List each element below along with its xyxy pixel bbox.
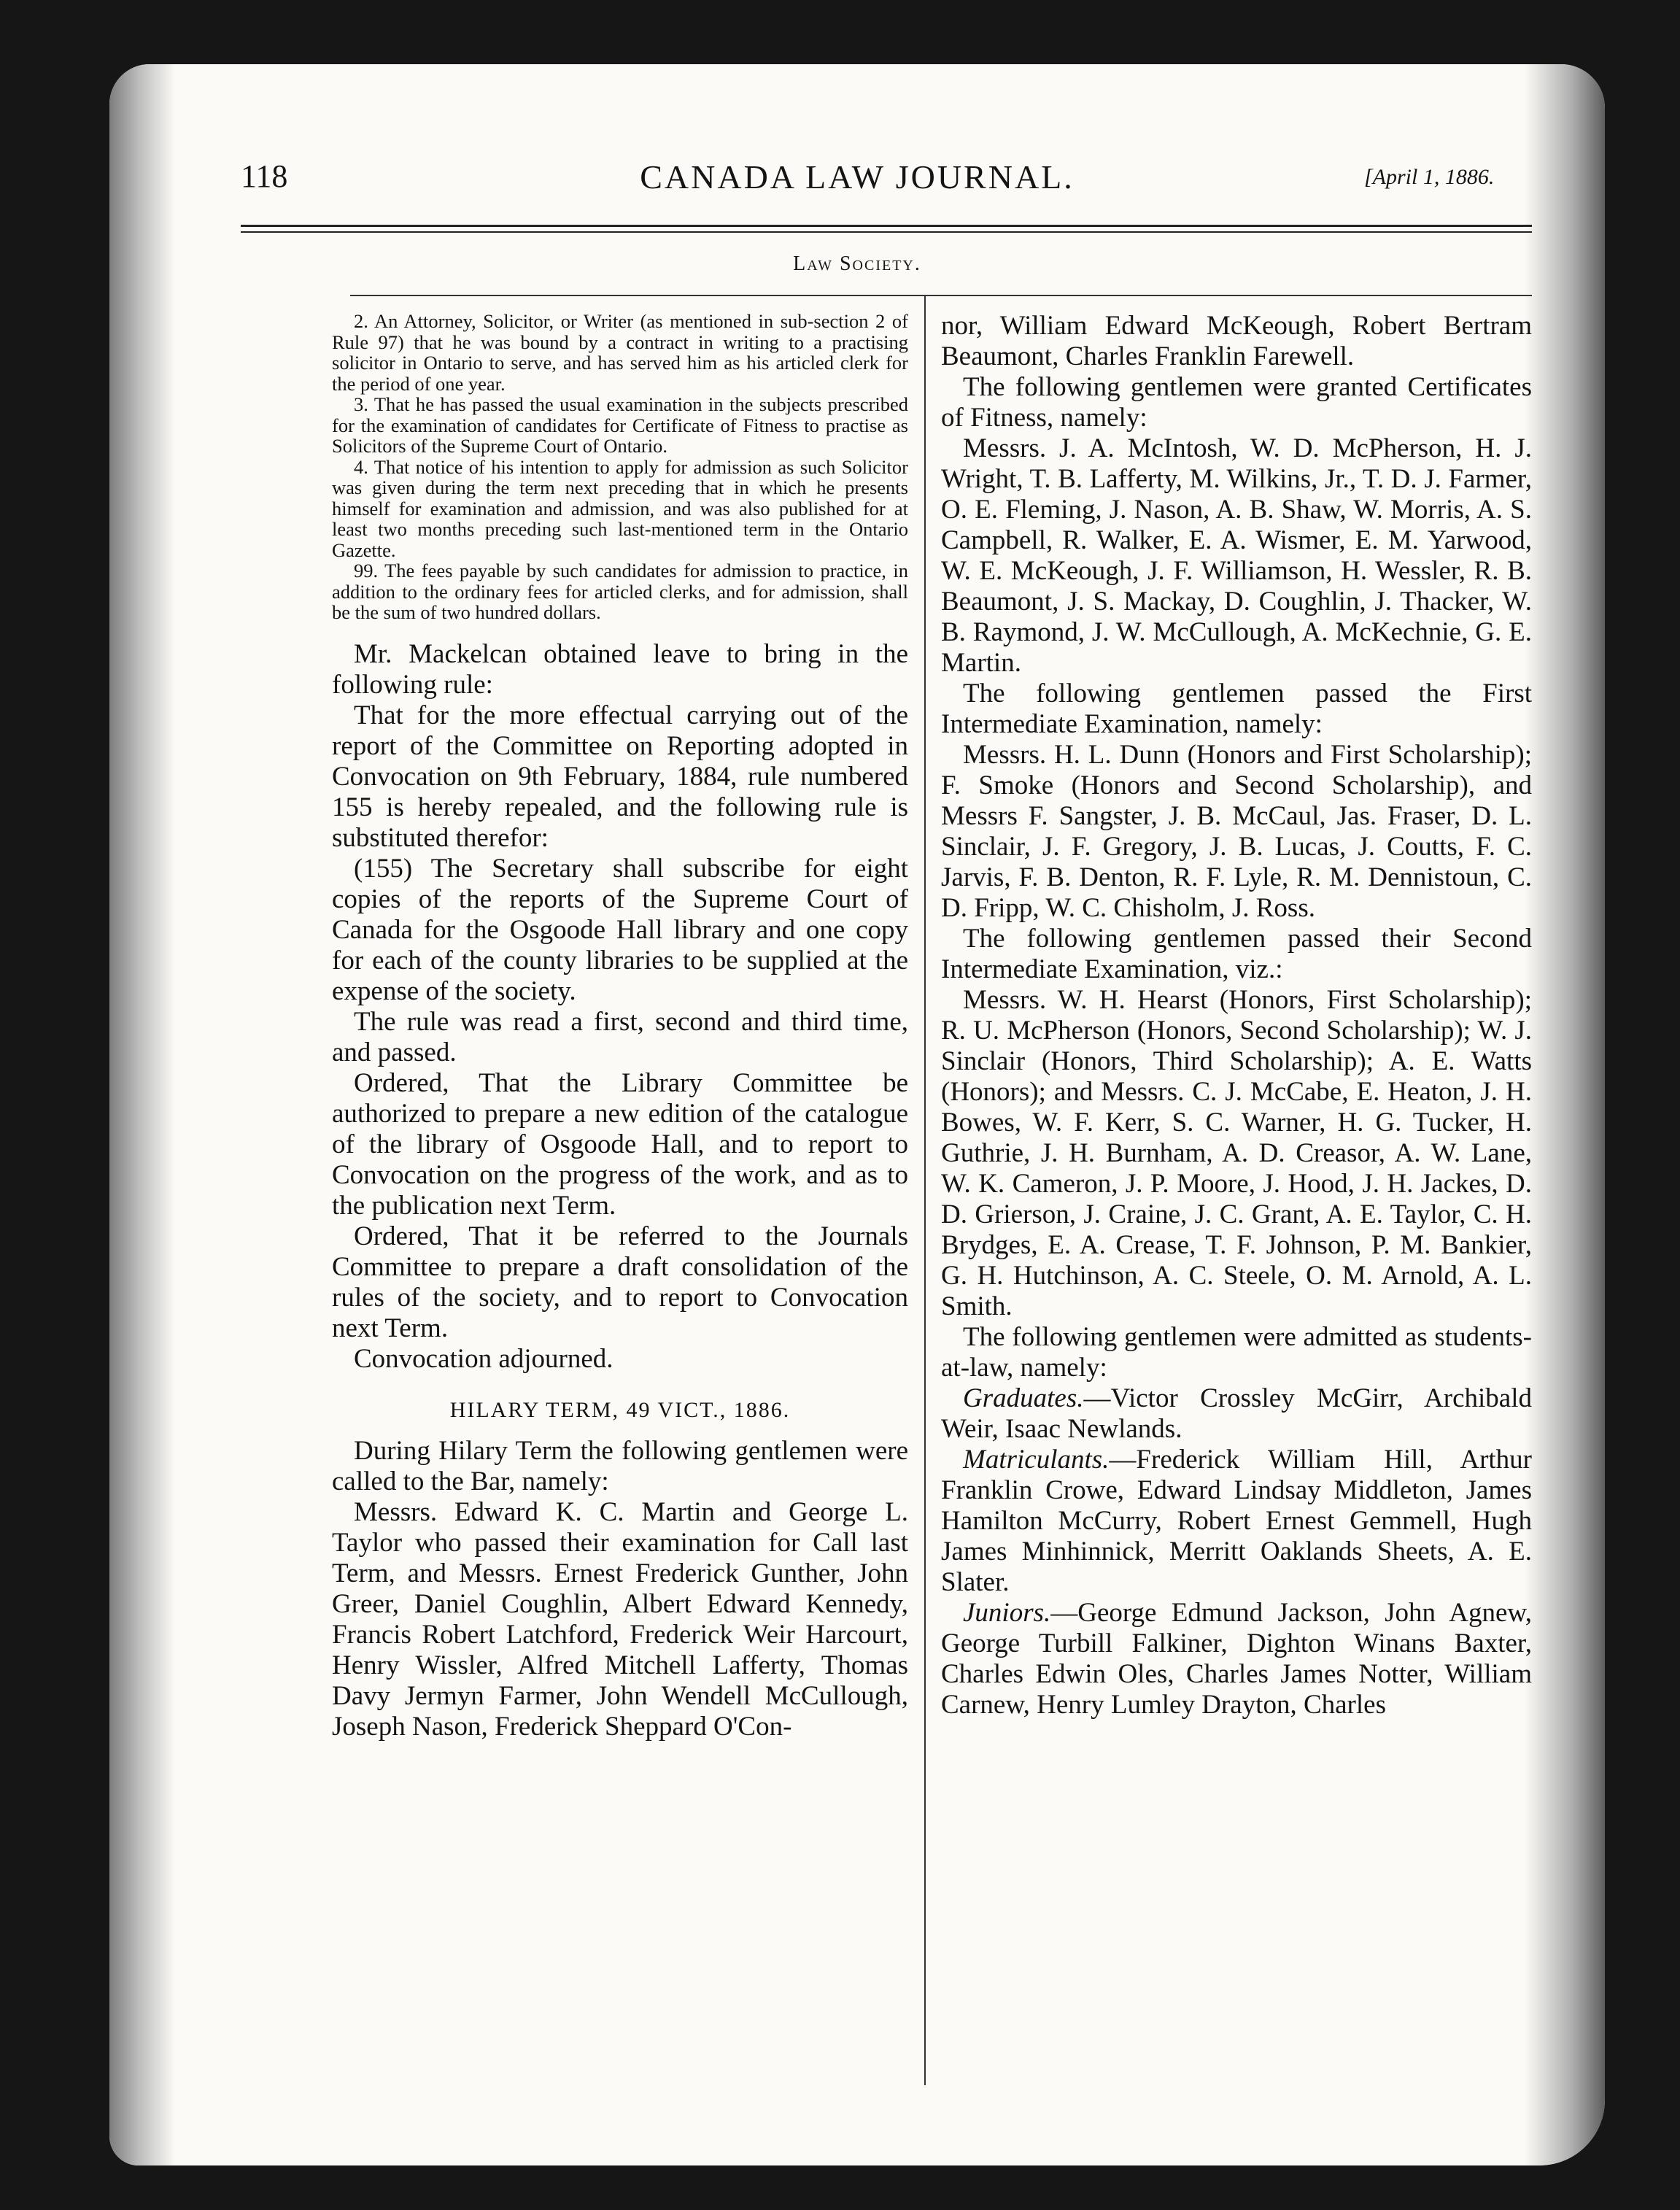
paragraph: Mr. Mackelcan obtained leave to bring in the following rule:: [332, 638, 908, 700]
paragraph: Ordered, That the Library Committee be authorized to prepare a new edition of the catalogue of the library of Osgoode Hall, and to report to Convocation on the progress of the work, and as to the publication next Term.: [332, 1067, 908, 1221]
paragraph: The rule was read a first, second and third time, and passed.: [332, 1006, 908, 1067]
journal-title: CANADA LAW JOURNAL.: [640, 158, 1075, 196]
hilary-term-heading: HILARY TERM, 49 VICT., 1886.: [449, 1397, 791, 1422]
clause-99: 99. The fees payable by such candidates for admission to practice, in addition to the ordinary fees for articled clerks, and for admission, shall be the sum of two hundred dollars.: [332, 560, 908, 623]
juniors-names: —George Edmund Jackson, John Agnew, George Turbill Falkiner, Dighton Winans Baxter, Charles Edwin Oles, Charles James Notter, William Carnew, Henry Lumley Drayton, Charles: [941, 1598, 1532, 1720]
paragraph: (155) The Secretary shall subscribe for eight copies of the reports of the Supreme Court of Canada for the Osgoode Hall library and one copy for each of the county libraries to be supplied at the expense of the society.: [332, 853, 908, 1006]
clause-3: 3. That he has passed the usual examination in the subjects prescribed for the examination of candidates for Certificate of Fitness to practise as Solicitors of the Supreme Court of Ontario.: [332, 393, 908, 457]
left-column: [332, 311, 908, 1742]
paragraph: nor, William Edward McKeough, Robert Bertram Beaumont, Charles Franklin Farewell.: [941, 311, 1532, 371]
paragraph: The following gentlemen were granted Certificates of Fitness, namely:: [941, 372, 1532, 433]
header-rule: [241, 225, 1532, 233]
juniors-label: Juniors.: [963, 1598, 1051, 1628]
page-edge-shadow-right: [1525, 64, 1605, 2165]
paragraph: The following gentlemen passed their Second Intermediate Examination, viz.:: [941, 924, 1532, 984]
juniors-paragraph: [941, 1598, 1532, 1720]
journal-page: [109, 64, 1605, 2165]
column-divider: [924, 296, 926, 2085]
convocation-minutes: [332, 639, 908, 1742]
paragraph: Messrs. H. L. Dunn (Honors and First Scholarship); F. Smoke (Honors and Second Scholarship), and Messrs F. Sangster, J. B. McCaul, Jas. Fraser, D. L. Sinclair, J. F. Gregory, J. B. Lucas, J. Coutts, F. C. Jarvis, F. B. Denton, R. F. Lyle, R. M. Dennistoun, C. D. Fripp, W. C. Chisholm, J. Ross.: [941, 740, 1532, 923]
paragraph: The following gentlemen passed the First Intermediate Examination, namely:: [941, 679, 1532, 739]
paragraph: During Hilary Term the following gentlemen were called to the Bar, namely:: [332, 1435, 908, 1496]
right-column: [941, 311, 1532, 1720]
graduates-label: Graduates.: [963, 1383, 1084, 1413]
paragraph: Ordered, That it be referred to the Journals Committee to prepare a draft consolidation of the rules of the society, and to report to Convocation next Term.: [332, 1221, 908, 1343]
graduates-paragraph: [941, 1383, 1532, 1445]
rule-clauses: [332, 311, 908, 623]
section-heading: Law Society.: [793, 252, 921, 275]
clause-4: 4. That notice of his intention to apply for admission as such Solicitor was given during the term next preceding that in which he presents himself for examination and admission, and was also published for at least two months preceding such last-mentioned term in the Ontario Gazette.: [332, 455, 908, 561]
page-date: [April 1, 1886.: [1364, 165, 1495, 189]
paragraph: Messrs. J. A. McIntosh, W. D. McPherson, H. J. Wright, T. B. Lafferty, M. Wilkins, Jr., T. D. J. Farmer, O. E. Fleming, J. Nason, A. B. Shaw, W. Morris, A. S. Campbell, R. Walker, E. A. Wismer, E. M. Yarwood, W. E. McKeough, J. F. Williamson, H. Wessler, R. B. Beaumont, J. S. Mackay, D. Coughlin, J. Thacker, W. B. Raymond, J. W. McCullough, A. McKechnie, G. E. Martin.: [941, 433, 1532, 678]
paragraph: That for the more effectual carrying out of the report of the Committee on Reporting adopted in Convocation on 9th February, 1884, rule numbered 155 is hereby repealed, and the following rule is substituted therefor:: [332, 700, 908, 853]
matriculants-names: —Frederick William Hill, Arthur Franklin Crowe, Edward Lindsay Middleton, James Hamilton McCurry, Robert Ernest Gemmell, Hugh James Minhinnick, Merritt Oaklands Sheets, A. E. Slater.: [941, 1445, 1532, 1597]
paragraph: Convocation adjourned.: [354, 1343, 613, 1374]
page-edge-shadow-left: [109, 64, 175, 2165]
section-rule: [350, 295, 1532, 296]
paragraph: The following gentlemen were admitted as students-at-law, namely:: [941, 1322, 1532, 1383]
paragraph: Messrs. W. H. Hearst (Honors, First Scholarship); R. U. McPherson (Honors, Second Scholarship); W. J. Sinclair (Honors, Third Scholarship); A. E. Watts (Honors); and Messrs. C. J. McCabe, E. Heaton, J. H. Bowes, W. F. Kerr, S. C. Warner, H. G. Tucker, H. Guthrie, J. H. Burnham, A. D. Creasor, A. W. Lane, W. K. Cameron, J. P. Moore, J. Hood, J. H. Jackes, D. D. Grierson, J. Craine, J. C. Grant, A. E. Taylor, C. H. Brydges, E. A. Crease, T. F. Johnson, P. M. Bankier, G. H. Hutchinson, A. C. Steele, O. M. Arnold, A. L. Smith.: [941, 985, 1532, 1321]
matriculants-label: Matriculants.: [963, 1445, 1110, 1475]
graduates-names: —Victor Crossley McGirr, Archibald Weir, Isaac Newlands.: [941, 1383, 1532, 1444]
matriculants-paragraph: [941, 1445, 1532, 1598]
clause-2: 2. An Attorney, Solicitor, or Writer (as mentioned in sub-section 2 of Rule 97) that he was bound by a contract in writing to a practising solicitor in Ontario to serve, and has served him as his articled clerk for the period of one year.: [332, 310, 908, 395]
running-head: [109, 158, 1605, 216]
paragraph: Messrs. Edward K. C. Martin and George L. Taylor who passed their examination for Call last Term, and Messrs. Ernest Frederick Gunther, John Greer, Daniel Coughlin, Albert Edward Kennedy, Francis Robert Latchford, Frederick Weir Harcourt, Henry Wissler, Alfred Mitchell Lafferty, Thomas Davy Jermyn Farmer, John Wendell McCullough, Joseph Nason, Frederick Sheppard O'Con-: [332, 1496, 908, 1742]
page-number: 118: [241, 158, 288, 194]
